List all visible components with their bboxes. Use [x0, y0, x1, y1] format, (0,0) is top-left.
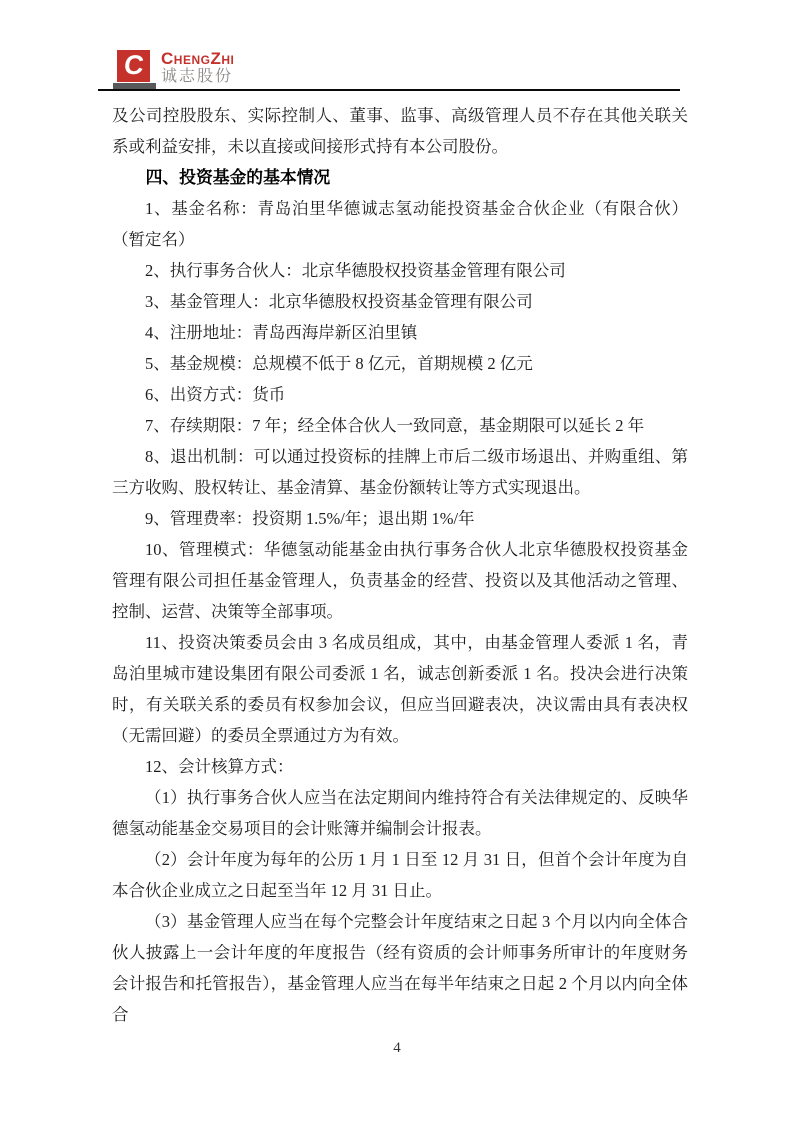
chengzhi-logo-icon [117, 50, 150, 82]
paragraph: （1）执行事务合伙人应当在法定期间内维持符合有关法律规定的、反映华德氢动能基金交易项目的会计账簿并编制会计报表。 [112, 788, 688, 838]
paragraph: 7、存续期限：7 年；经全体合伙人一致同意，基金期限可以延长 2 年 [145, 416, 645, 435]
paragraph: 8、退出机制：可以通过投资标的挂牌上市后二级市场退出、并购重组、第三方收购、股权转让、基金清算、基金份额转让等方式实现退出。 [112, 447, 688, 497]
paragraph: 9、管理费率：投资期 1.5%/年；退出期 1%/年 [145, 509, 475, 528]
paragraph: （3）基金管理人应当在每个完整会计年度结束之日起 3 个月以内向全体合伙人披露上一会计年度的年度报告（经有资质的会计师事务所审计的年度财务会计报告和托管报告），基金管理人应当在每半年结束之日起 2 个月以内向全体合 [112, 912, 688, 1024]
paragraph: 1、基金名称：青岛泊里华德诚志氢动能投资基金合伙企业（有限合伙）（暂定名） [112, 199, 688, 249]
paragraph: 及公司控股股东、实际控制人、董事、监事、高级管理人员不存在其他关联关系或利益安排，未以直接或间接形式持有本公司股份。 [112, 106, 688, 156]
paragraph: 3、基金管理人：北京华德股权投资基金管理有限公司 [145, 292, 533, 311]
section-heading: 四、投资基金的基本情况 [145, 168, 331, 187]
paragraph: 4、注册地址：青岛西海岸新区泊里镇 [145, 323, 418, 342]
logo-mark-wrap [113, 50, 157, 90]
logo-letter-c: C [122, 49, 145, 80]
paragraph: 11、投资决策委员会由 3 名成员组成，其中，由基金管理人委派 1 名，青岛泊里城市建设集团有限公司委派 1 名，诚志创新委派 1 名。投决会进行决策时，有关联关系的委员有权参加会议，但应当回避表决，决议需由具有表决权（无需回避）的委员全票通过方为有效。 [112, 633, 688, 745]
header-divider [98, 89, 680, 91]
chengzhi-logo [113, 50, 234, 90]
page-number: 4 [393, 1040, 401, 1056]
document-body [112, 100, 688, 1030]
page-footer [0, 1040, 794, 1057]
paragraph: 12、会计核算方式： [145, 757, 294, 776]
paragraph: 5、基金规模：总规模不低于 8 亿元，首期规模 2 亿元 [145, 354, 533, 373]
logo-text-block [161, 50, 234, 86]
logo-brand-en: ChengZhi [161, 49, 235, 68]
logo-brand-cn: 诚志股份 [161, 68, 234, 85]
paragraph: 6、出资方式：货币 [145, 385, 286, 404]
paragraph: 2、执行事务合伙人：北京华德股权投资基金管理有限公司 [145, 261, 566, 280]
paragraph: 10、管理模式：华德氢动能基金由执行事务合伙人北京华德股权投资基金管理有限公司担任基金管理人，负责基金的经营、投资以及其他活动之管理、控制、运营、决策等全部事项。 [112, 540, 688, 621]
paragraph: （2）会计年度为每年的公历 1 月 1 日至 12 月 31 日，但首个会计年度为自本合伙企业成立之日起至当年 12 月 31 日止。 [112, 850, 688, 900]
